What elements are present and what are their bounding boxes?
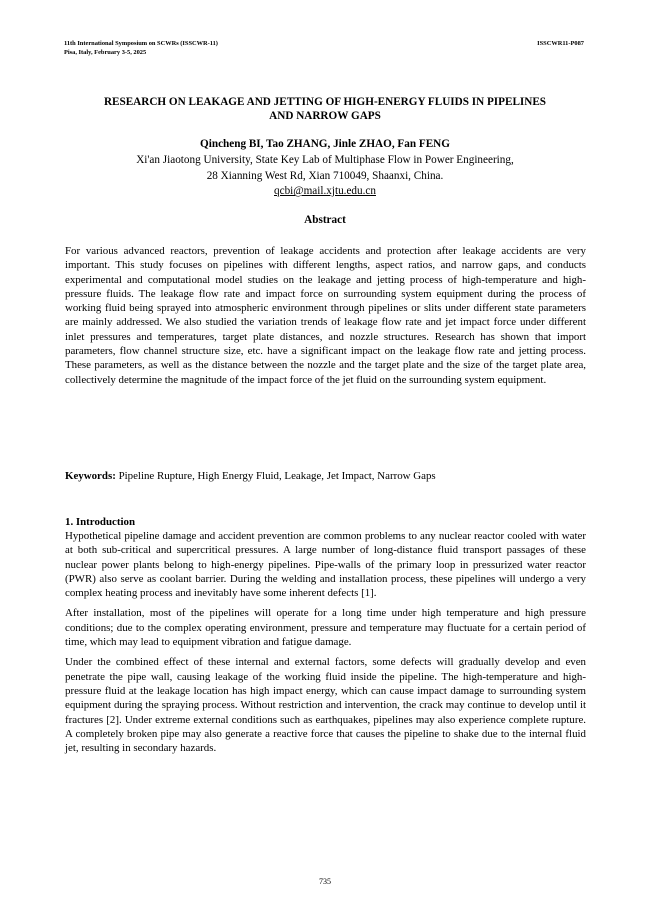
running-header-left	[64, 40, 218, 57]
affiliation-line-1: Xi'an Jiaotong University, State Key Lab of Multiphase Flow in Power Engineering,	[136, 154, 514, 166]
conference-location-date: Pisa, Italy, February 3-5, 2025	[64, 48, 147, 56]
title-line-2: AND NARROW GAPS	[269, 110, 381, 122]
author-email-link[interactable]: qcbi@mail.xjtu.edu.cn	[274, 185, 376, 198]
keywords-line	[65, 470, 586, 482]
introduction-section	[65, 515, 586, 761]
title-line-1: RESEARCH ON LEAKAGE AND JETTING OF HIGH-ENERGY FLUIDS IN PIPELINES	[103, 96, 547, 108]
page-number: 735	[319, 877, 331, 886]
intro-paragraph-3: Under the combined effect of these internal and external factors, some defects will gradually develop and even penetrate the pipe wall, causing leakage of the working fluid inside the pipeline. The high-temperature and high-pressure fluid at the leakage location has high impact energy, which can cause impact damage to surrounding system equipment during the spraying process. Without restriction and intervention, the crack may continue to develop until it fractures [2]. Under extreme external conditions such as earthquakes, pipelines may also experience complete rupture. A completely broken pipe may also generate a reactive force that causes the pipeline to shake due to the internal fluid jet, resulting in secondary hazards.	[65, 656, 586, 755]
intro-paragraph-1: Hypothetical pipeline damage and accident prevention are common problems to any nuclear reactor cooled with water at both sub-critical and supercritical pressures. A large number of long-distance fluid transport passages of these nuclear power plants belong to high-energy pipelines. Pipe-walls of the primary loop in pressurized water reactor (PWR) also serve as coolant barrier. During the welding and installation process, these pipelines will undergo a very complex heating process and inevitably have some inherent defects [1].	[65, 530, 586, 600]
author-list: Qincheng BI, Tao ZHANG, Jinle ZHAO, Fan FENG	[200, 138, 450, 150]
paper-title	[60, 95, 590, 123]
keywords-text: Pipeline Rupture, High Energy Fluid, Leakage, Jet Impact, Narrow Gaps	[118, 470, 436, 482]
abstract-text: For various advanced reactors, prevention of leakage accidents and protection after leakage accidents are very important. This study focuses on pipelines with different lengths, aspect ratios, and narrow gaps, and conducts experimental and computational model studies on the leakage and jetting process of high-temperature and high-pressure fluids. The leakage flow rate and impact force on surrounding system equipment during the process of working fluid being sprayed into atmospheric environment through pipelines or slits under different state parameters are mainly addressed. We also studied the variation trends of leakage flow rate and jet impact force under different inlet pressures and temperatures, target plate distances, and nozzle structures. Research has shown that import parameters, flow channel structure size, etc. have a significant impact on the leakage flow rate and jetting process. These parameters, as well as the distance between the nozzle and the target plate and the size of the target plate area, collectively determine the magnitude of the impact force of the jet fluid on the surrounding system equipment.	[65, 245, 586, 386]
conference-name: 11th International Symposium on SCWRs (ISSCWR-11)	[64, 40, 218, 47]
intro-paragraph-2: After installation, most of the pipelines will operate for a long time under high temperature and high pressure conditions; due to the complex operating environment, pressure and temperature may fluctuate for a certain period of time, which may lead to equipment vibration and fatigue damage.	[65, 607, 586, 649]
paper-id: ISSCWR11-P087	[537, 40, 584, 47]
abstract-heading: Abstract	[304, 214, 346, 226]
affiliation-block	[60, 153, 590, 200]
introduction-heading: 1. Introduction	[65, 516, 135, 528]
affiliation-line-2: 28 Xianning West Rd, Xian 710049, Shaanxi, China.	[206, 169, 444, 182]
keywords-label: Keywords:	[65, 470, 116, 482]
